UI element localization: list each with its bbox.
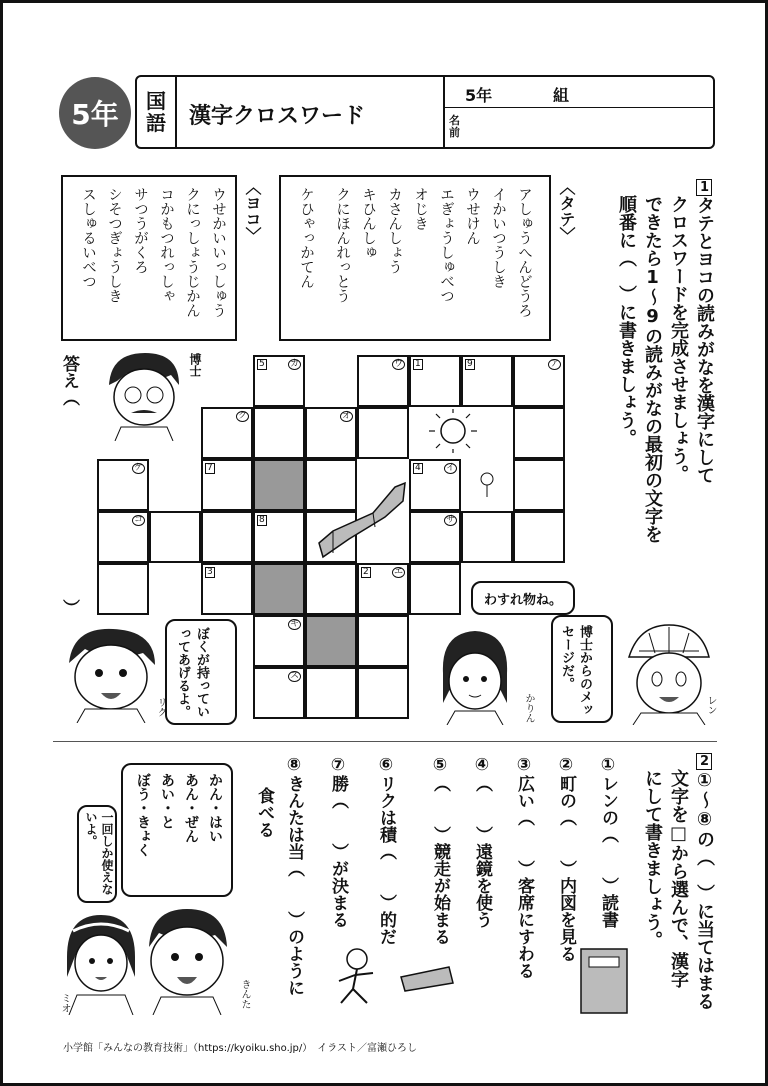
tate-clue-ke: ケひゃっかてん bbox=[298, 187, 314, 289]
grid-cell[interactable]: ク bbox=[201, 407, 253, 459]
kinta-name: きんた bbox=[239, 979, 250, 1009]
grid-cell[interactable]: 4 イ bbox=[409, 459, 461, 511]
grid-cell[interactable] bbox=[97, 563, 149, 615]
hakase-character bbox=[101, 345, 187, 441]
mio-name: ミオ bbox=[59, 993, 70, 1013]
grid-cell[interactable]: 8 bbox=[253, 511, 305, 563]
grid-cell[interactable]: 5 カ bbox=[253, 355, 305, 407]
section1-number: 1 bbox=[697, 180, 712, 195]
telescope-illustration bbox=[397, 963, 457, 993]
grade-badge: 5年 bbox=[59, 77, 131, 149]
tate-clue-a: アしゅうへんどうろ bbox=[516, 187, 532, 318]
hitokai-speech: 一回しか使えないよ。 bbox=[84, 811, 114, 895]
grid-cell[interactable] bbox=[357, 667, 409, 719]
section-divider bbox=[53, 741, 717, 742]
grid-cell[interactable] bbox=[409, 563, 461, 615]
grid-cell[interactable] bbox=[357, 407, 409, 459]
yoko-heading: 〈ヨコ〉 bbox=[243, 179, 262, 243]
ren-character bbox=[619, 621, 715, 725]
name-field-label[interactable] bbox=[449, 115, 460, 139]
grid-cell[interactable] bbox=[513, 407, 565, 459]
grid-cell[interactable]: サ bbox=[409, 511, 461, 563]
hakase-label: 博士 bbox=[188, 353, 202, 377]
tate-clue-ki: キひんしゅ bbox=[360, 187, 376, 260]
choice-2: あん・ぜん bbox=[183, 773, 199, 843]
grid-cell[interactable]: キ bbox=[253, 615, 305, 667]
train-illustration bbox=[313, 473, 413, 563]
choice-4: ぼう・きょく bbox=[135, 773, 151, 857]
grid-cell[interactable]: ウ bbox=[357, 355, 409, 407]
subject-char-1: 国 bbox=[146, 89, 166, 113]
question-4[interactable]: ④（ ）遠鏡を使う bbox=[472, 755, 492, 928]
class-field-label[interactable]: 組 bbox=[553, 86, 570, 105]
grid-cell[interactable]: オ bbox=[305, 407, 357, 459]
question-1[interactable]: ①レンの（ ）読書 bbox=[598, 755, 618, 928]
grid-cell[interactable] bbox=[149, 511, 201, 563]
karin-name: かりん bbox=[523, 693, 534, 723]
question-5[interactable]: ⑤（ ）競走が始まる bbox=[430, 755, 450, 945]
answer-label: 答え（ bbox=[59, 355, 79, 406]
riku-character bbox=[59, 623, 163, 723]
ren-name: レン bbox=[705, 695, 716, 715]
question-7[interactable]: ⑦勝（ ）が決まる bbox=[328, 755, 348, 928]
wasuremono-bubble: わすれ物ね。 bbox=[471, 581, 575, 615]
tate-clue-e: エぎょうしゅべつ bbox=[438, 187, 454, 303]
section1-line-2: クロスワードを完成させましょう。 bbox=[668, 195, 689, 483]
book-illustration bbox=[577, 943, 633, 1017]
grade-field-label: 5年 bbox=[465, 86, 493, 105]
grid-cell-blocked bbox=[253, 563, 305, 615]
choice-1: かん・はい bbox=[207, 773, 223, 843]
tate-heading: 〈タテ〉 bbox=[557, 179, 576, 243]
ren-speech: 博士からのメッセージだ。 bbox=[559, 625, 592, 716]
tate-clue-ka: カさんしょう bbox=[386, 187, 402, 274]
section2-number: 2 bbox=[697, 754, 712, 769]
yoko-clue-shi: シそつぎょうしき bbox=[106, 187, 122, 303]
grid-cell[interactable] bbox=[305, 667, 357, 719]
name-label-char-1: 名 bbox=[449, 114, 460, 127]
grid-cell[interactable]: コ bbox=[97, 511, 149, 563]
grid-cell[interactable]: ケ bbox=[97, 459, 149, 511]
grid-cell[interactable]: 2 エ bbox=[357, 563, 409, 615]
subject-label bbox=[137, 77, 177, 147]
section2-line-3: にして書きましょう。 bbox=[642, 769, 663, 949]
tate-clue-o: オじき bbox=[412, 187, 428, 231]
grid-cell[interactable] bbox=[461, 511, 513, 563]
section1-line-4: 順番に（ ）に書きましょう。 bbox=[616, 195, 637, 447]
question-8[interactable]: ⑧きんたは当（ ）のように bbox=[284, 755, 304, 996]
grid-cell[interactable] bbox=[201, 511, 253, 563]
grid-cell[interactable] bbox=[305, 563, 357, 615]
grid-cell[interactable] bbox=[513, 459, 565, 511]
answer-close: ） bbox=[59, 599, 79, 616]
grid-cell[interactable] bbox=[357, 615, 409, 667]
worksheet-title: 漢字クロスワード bbox=[189, 104, 366, 129]
grid-cell[interactable] bbox=[253, 407, 305, 459]
grid-cell[interactable] bbox=[513, 511, 565, 563]
mio-character bbox=[61, 907, 141, 1015]
grid-cell-blocked bbox=[253, 459, 305, 511]
riku-name: リク bbox=[155, 697, 166, 717]
grid-cell-blocked bbox=[305, 615, 357, 667]
tate-clue-ku: クにほんれっとう bbox=[334, 187, 350, 303]
yoko-clue-sa: サつうがくろ bbox=[132, 187, 148, 274]
section2-line-1-text: ①〜⑧の（ ）に当てはまる bbox=[694, 770, 715, 1010]
section2-line-2: 文字を□から選んで、漢字 bbox=[668, 769, 689, 988]
grid-cell[interactable]: ス bbox=[253, 667, 305, 719]
sun-flower-illustration bbox=[423, 409, 513, 499]
choice-3: あい・と bbox=[159, 773, 175, 829]
grid-cell[interactable]: 9 bbox=[461, 355, 513, 407]
section1-line-3: できたら1〜9の読みがなの最初の文字を bbox=[642, 195, 663, 543]
question-2[interactable]: ②町の（ ）内図を見る bbox=[556, 755, 576, 962]
tate-clue-u: ウせけん bbox=[464, 187, 480, 245]
tate-clue-i: イかいつうしき bbox=[490, 187, 506, 289]
answer-field[interactable] bbox=[59, 413, 83, 603]
grid-cell[interactable]: 7 bbox=[201, 459, 253, 511]
section2-line-1 bbox=[691, 753, 717, 1010]
grid-cell[interactable]: 1 bbox=[409, 355, 461, 407]
subject-char-2: 語 bbox=[146, 111, 166, 135]
yoko-clue-ku: クにっしょうじかん bbox=[184, 187, 200, 318]
yoko-clue-u: ウせかいいっしゅう bbox=[210, 187, 226, 318]
question-6[interactable]: ⑥リクは積（ ）的だ bbox=[376, 755, 396, 945]
section1-line-1-text: タテとヨコの読みがなを漢字にして bbox=[694, 196, 715, 484]
grid-cell[interactable]: ア bbox=[513, 355, 565, 407]
section1-line-1 bbox=[691, 179, 717, 484]
credit-line: 小学館「みんなの教育技術」（https://kyoiku.sho.jp/） イラスト／富瀬ひろし bbox=[63, 1043, 417, 1054]
karin-character bbox=[435, 623, 515, 725]
grid-cell[interactable]: 3 bbox=[201, 563, 253, 615]
question-3[interactable]: ③広い（ ）客席にすわる bbox=[514, 755, 534, 979]
yoko-clue-ko: コかもつれっしゃ bbox=[158, 187, 174, 303]
kinta-character bbox=[141, 903, 233, 1015]
question-8-cont: 食べる bbox=[254, 787, 274, 838]
name-label-char-2: 前 bbox=[449, 126, 460, 140]
yoko-clue-su: スしゅるいべつ bbox=[80, 187, 96, 289]
running-boy-illustration bbox=[317, 943, 387, 1013]
riku-speech: ぼくが持っていってあげるよ。 bbox=[175, 627, 209, 718]
